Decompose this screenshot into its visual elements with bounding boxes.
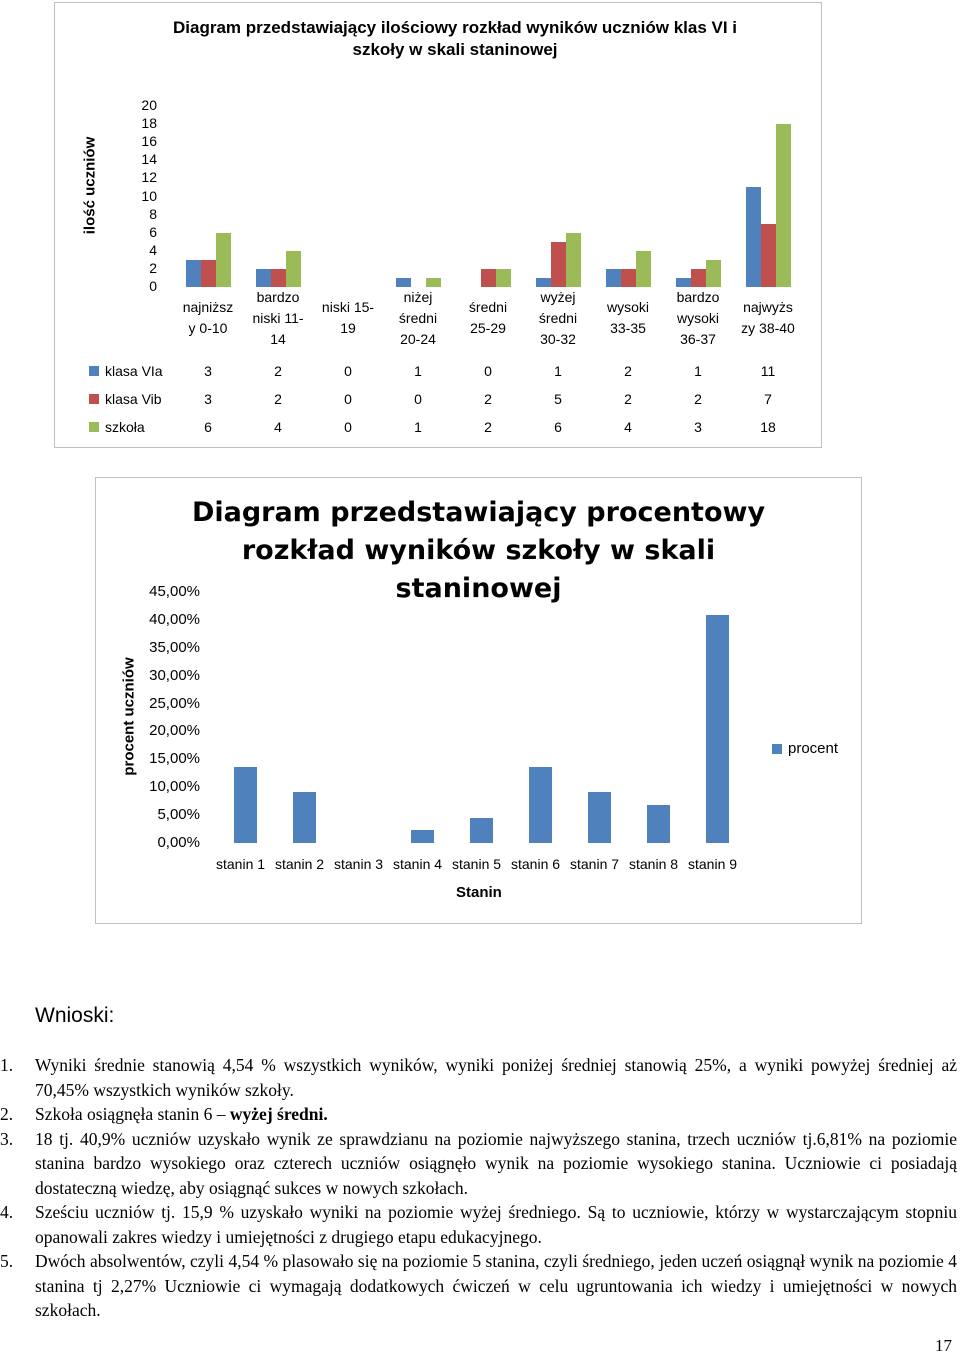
y-tick-label: 0,00%: [157, 834, 200, 851]
y-tick-label: 15,00%: [149, 750, 200, 768]
data-cell: 7: [764, 391, 772, 407]
category-label: bardzo wysoki 36-37: [676, 288, 720, 347]
x-tick-label: stanin 6: [511, 856, 561, 872]
chart2-legend: [772, 740, 838, 757]
data-cell: 11: [760, 363, 776, 379]
data-cell: 3: [204, 363, 212, 379]
bar-szkoła: [496, 269, 511, 287]
category-label: wysoki 33-35: [606, 299, 649, 336]
bar-stanin-8: [647, 805, 670, 843]
y-tick-label: 18: [141, 115, 157, 132]
bar-klasa-via: [606, 269, 621, 287]
category-label: niżej średni 20-24: [398, 288, 438, 347]
data-cell: 0: [344, 391, 352, 407]
y-tick-label: 10,00%: [149, 778, 200, 796]
category-label: wyżej średni 30-32: [538, 288, 578, 347]
category-label: niski 15- 19: [321, 299, 375, 336]
bar-klasa-vib: [551, 242, 566, 287]
bar-klasa-vib: [621, 269, 636, 287]
data-cell: 1: [414, 419, 422, 435]
bar-stanin-9: [706, 615, 729, 843]
data-cell: 4: [274, 419, 282, 435]
bar-szkoła: [286, 251, 301, 287]
chart-stanine-count: [54, 2, 822, 448]
bar-szkoła: [706, 260, 721, 287]
legend-swatch: [772, 744, 782, 754]
conclusion-item: [0, 1102, 957, 1127]
legend-label: procent: [788, 740, 839, 757]
bar-klasa-via: [256, 269, 271, 287]
chart1-title: Diagram przedstawiający ilościowy rozkład wyników uczniów klas VI i szkoły w skali staninowej: [172, 18, 738, 59]
category-label: najwyżs zy 38-40: [741, 299, 795, 336]
data-cell: 0: [344, 363, 352, 379]
bar-stanin-4: [411, 830, 434, 843]
series-name: klasa VIa: [105, 363, 163, 379]
bar-klasa-vib: [691, 269, 706, 287]
bar-stanin-6: [529, 767, 552, 843]
y-tick-label: 10: [141, 187, 157, 204]
y-tick-label: 25,00%: [149, 694, 200, 712]
x-tick-label: stanin 4: [393, 856, 443, 872]
conclusion-number: 1.: [0, 1055, 14, 1075]
data-cell: 0: [344, 419, 352, 435]
conclusion-number: 2.: [0, 1104, 14, 1124]
bar-klasa-vib: [201, 260, 216, 287]
bar-szkoła: [776, 124, 791, 287]
x-tick-label: stanin 3: [334, 856, 384, 872]
y-tick-label: 16: [141, 133, 157, 150]
conclusion-text: Sześciu uczniów tj. 15,9 % uzyskało wyniki na poziomie wyżej średniego. Są to uczniowie, którzy w wystarczającym stopniu opanowali zakres wiedzy i umiejętności z drugiego etapu edukacyjnego.: [35, 1202, 957, 1247]
y-tick-label: 45,00%: [149, 583, 200, 600]
conclusion-text: 18 tj. 40,9% uczniów uzyskało wynik ze sprawdzianu na poziomie najwyższego stanina, trzech uczniów tj.6,81% na poziomie stanina bardzo wysokiego oraz czterech uczniów osiągnęło wynik na poziomie wysokiego stanina. Uczniowie ci posiadają dostateczną wiedzę, aby osiągnąć sukces w nowych szkołach.: [35, 1128, 957, 1198]
y-tick-label: 4: [149, 241, 157, 258]
data-cell: 5: [554, 391, 562, 407]
data-cell: 3: [694, 419, 702, 435]
y-tick-label: 35,00%: [149, 638, 200, 656]
data-cell: 6: [554, 419, 562, 435]
data-cell: 1: [554, 363, 562, 379]
series-swatch: [89, 366, 99, 376]
data-cell: 0: [414, 391, 422, 407]
data-table-row: [89, 417, 819, 437]
conclusion-item: [0, 1127, 957, 1201]
y-tick-label: 20,00%: [149, 722, 200, 740]
y-tick-label: 0: [149, 278, 157, 294]
y-tick-label: 20: [141, 97, 157, 113]
data-cell: 2: [624, 391, 632, 407]
conclusion-number: 3.: [0, 1128, 14, 1149]
y-tick-label: 14: [141, 151, 157, 168]
y-tick-label: 2: [149, 259, 157, 276]
data-cell: 2: [694, 391, 702, 407]
category-label: najniższ y 0-10: [182, 299, 234, 336]
series-swatch: [89, 394, 99, 404]
bar-klasa-via: [186, 260, 201, 287]
x-tick-label: stanin 1: [216, 856, 266, 872]
series-name: szkoła: [105, 419, 145, 435]
series-name: klasa Vib: [105, 391, 162, 407]
conclusion-text: Dwóch absolwentów, czyli 4,54 % plasowało się na poziomie 5 stanina, czyli średniego, jeden uczeń osiągnął wynik na poziomie 4 stanina tj 2,27% Uczniowie ci wymagają dodatkowych ćwiczeń w celu ugruntowania ich wiedzy i umiejętności w nowych szkołach.: [35, 1251, 957, 1320]
conclusion-number: 5.: [0, 1251, 14, 1271]
chart2-title: Diagram przedstawiający procentowy rozkład wyników szkoły w skali staninowej: [191, 497, 766, 604]
y-tick-label: 12: [141, 169, 157, 186]
conclusions-heading: Wnioski:: [35, 1004, 115, 1027]
data-cell: 1: [414, 363, 422, 379]
page-number: 17: [935, 1336, 952, 1355]
bar-klasa-vib: [271, 269, 286, 287]
bar-stanin-2: [293, 792, 316, 843]
bar-klasa-vib: [481, 269, 496, 287]
conclusion-item: [0, 1053, 957, 1102]
chart-stanine-percent: [95, 477, 862, 924]
conclusions-list: [0, 1053, 957, 1323]
y-tick-label: 30,00%: [149, 666, 200, 684]
category-label: bardzo niski 11- 14: [252, 288, 304, 347]
bar-stanin-5: [470, 818, 493, 843]
chart2-y-axis-label: procent uczniów: [120, 657, 138, 776]
x-tick-label: stanin 9: [688, 856, 738, 872]
category-label: średni 25-29: [468, 299, 508, 336]
data-cell: 2: [274, 363, 282, 379]
chart2-x-axis-label: Stanin: [456, 884, 502, 901]
data-table-row: [89, 361, 819, 381]
x-tick-label: stanin 2: [275, 856, 325, 872]
x-tick-label: stanin 8: [629, 856, 679, 872]
bar-szkoła: [566, 233, 581, 287]
bar-szkoła: [636, 251, 651, 287]
data-cell: 1: [694, 363, 702, 379]
conclusion-text: Wyniki średnie stanowią 4,54 % wszystkich wyników, wyniki poniżej średniej stanowią 25%, a wyniki powyżej średniej aż 70,45% wszystkich wyników szkoły.: [35, 1055, 957, 1100]
bar-stanin-7: [588, 792, 611, 843]
y-tick-label: 6: [149, 223, 157, 240]
data-cell: 2: [484, 391, 492, 407]
series-swatch: [89, 422, 99, 432]
bar-szkoła: [216, 233, 231, 287]
data-cell: 18: [760, 419, 776, 435]
conclusion-item: [0, 1249, 957, 1323]
y-tick-label: 40,00%: [149, 610, 200, 628]
y-tick-label: 8: [149, 205, 157, 222]
x-tick-label: stanin 5: [452, 856, 502, 872]
data-cell: 3: [204, 391, 212, 407]
data-cell: 2: [484, 419, 492, 435]
conclusion-number: 4.: [0, 1202, 14, 1222]
data-cell: 2: [274, 391, 282, 407]
conclusion-text: Szkoła osiągnęła stanin 6 – wyżej średni.: [35, 1104, 328, 1124]
data-cell: 2: [624, 363, 632, 379]
x-tick-label: stanin 7: [570, 856, 620, 872]
data-cell: 0: [484, 363, 492, 379]
data-table-row: [89, 389, 819, 409]
data-cell: 4: [624, 419, 632, 435]
conclusion-item: [0, 1200, 957, 1249]
y-tick-label: 5,00%: [157, 806, 200, 824]
data-cell: 6: [204, 419, 212, 435]
bar-klasa-via: [746, 187, 761, 287]
chart1-y-axis-label: ilość uczniów: [81, 136, 99, 235]
bar-klasa-vib: [761, 224, 776, 287]
bar-stanin-1: [234, 767, 257, 843]
